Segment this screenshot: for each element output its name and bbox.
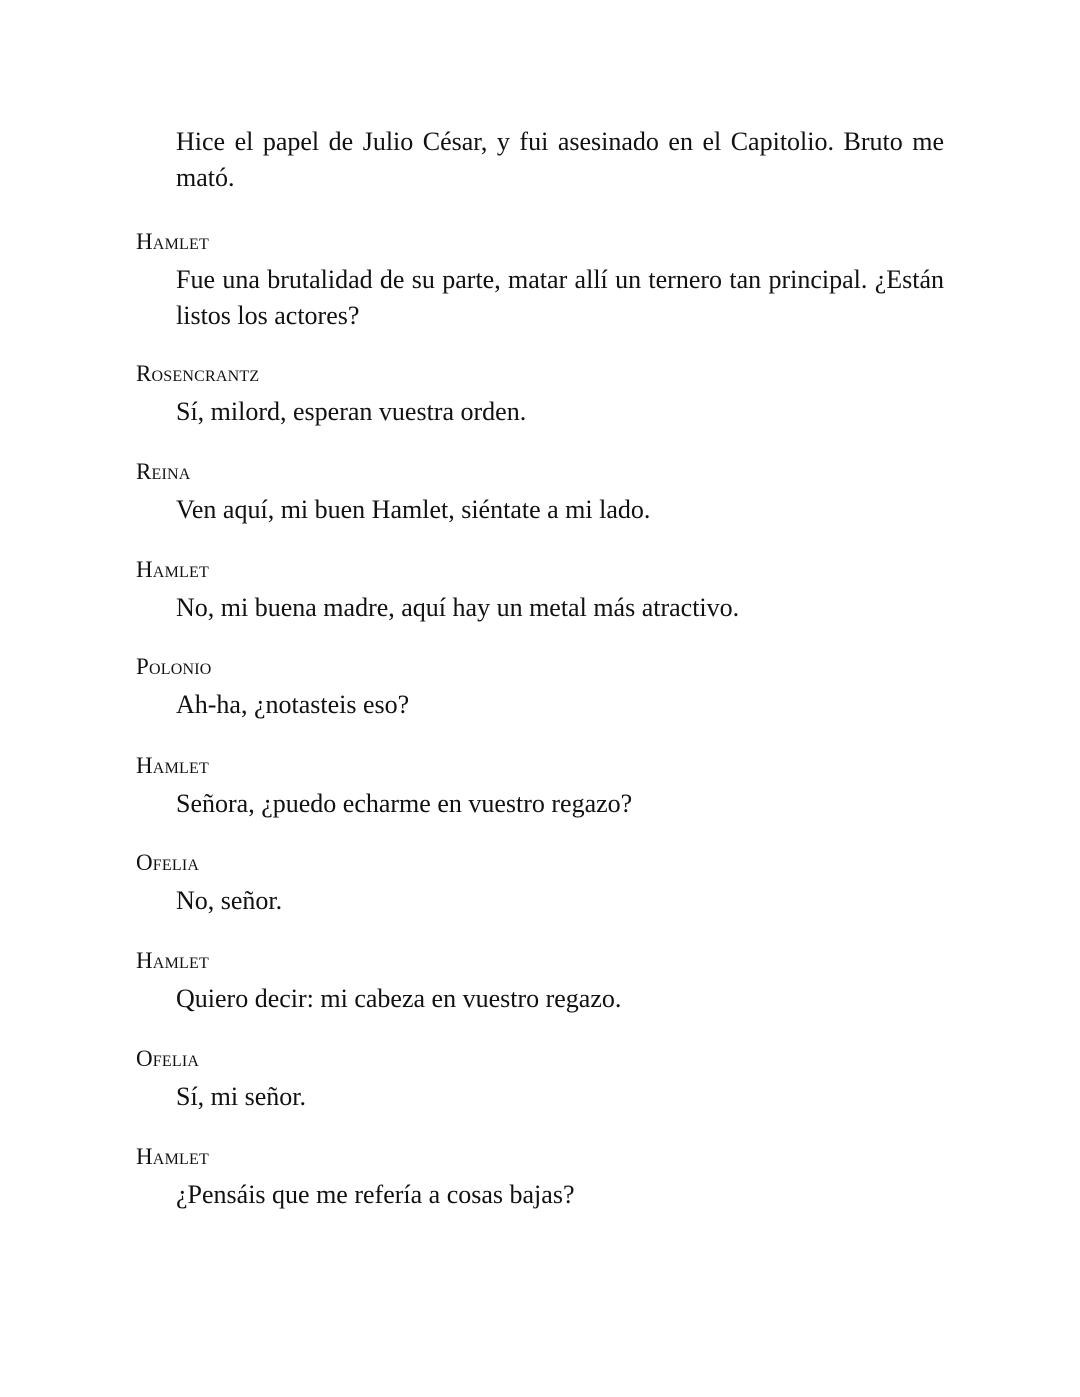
dialogue-turn [136,947,944,1017]
dialogue-turn [136,752,944,822]
speaker-name: Reina [136,459,191,484]
dialogue-turn [136,1045,944,1115]
speaker-name: Polonio [136,654,212,679]
dialogue-line: No, mi buena madre, aquí hay un metal más atractivo. [176,593,740,622]
speaker-name: Ofelia [136,1046,200,1071]
speaker-name: Hamlet [136,1144,209,1169]
dialogue-turn [136,228,944,334]
dialogue-line: Fue una brutalidad de su parte, matar allí un ternero tan principal. ¿Están listos los actores? [176,265,944,330]
dialogue-line: Ven aquí, mi buen Hamlet, siéntate a mi lado. [176,495,651,524]
speaker-name: Hamlet [136,229,209,254]
dialogue-turn [136,360,944,430]
dialogue-turn [136,849,944,919]
dialogue-line: Quiero decir: mi cabeza en vuestro regazo. [176,984,622,1013]
dialogue-line: Sí, mi señor. [176,1082,307,1111]
dialogue-line: Señora, ¿puedo echarme en vuestro regazo? [176,789,633,818]
dialogue-turn [136,1143,944,1213]
dialogue-line: ¿Pensáis que me refería a cosas bajas? [176,1180,575,1209]
speaker-name: Hamlet [136,557,209,582]
dialogue-turn [136,556,944,626]
dialogue-line: Ah-ha, ¿notasteis eso? [176,690,410,719]
speaker-name: Rosencrantz [136,361,260,386]
speaker-name: Hamlet [136,948,209,973]
dialogue-line: No, señor. [176,886,283,915]
speaker-name: Ofelia [136,850,200,875]
dialogue-line: Sí, milord, esperan vuestra orden. [176,397,527,426]
speaker-name: Hamlet [136,753,209,778]
dialogue-turn [136,653,944,723]
dialogue-turn [136,458,944,528]
dialogue-line: Hice el papel de Julio César, y fui asesinado en el Capitolio. Bruto me mató. [176,127,944,192]
